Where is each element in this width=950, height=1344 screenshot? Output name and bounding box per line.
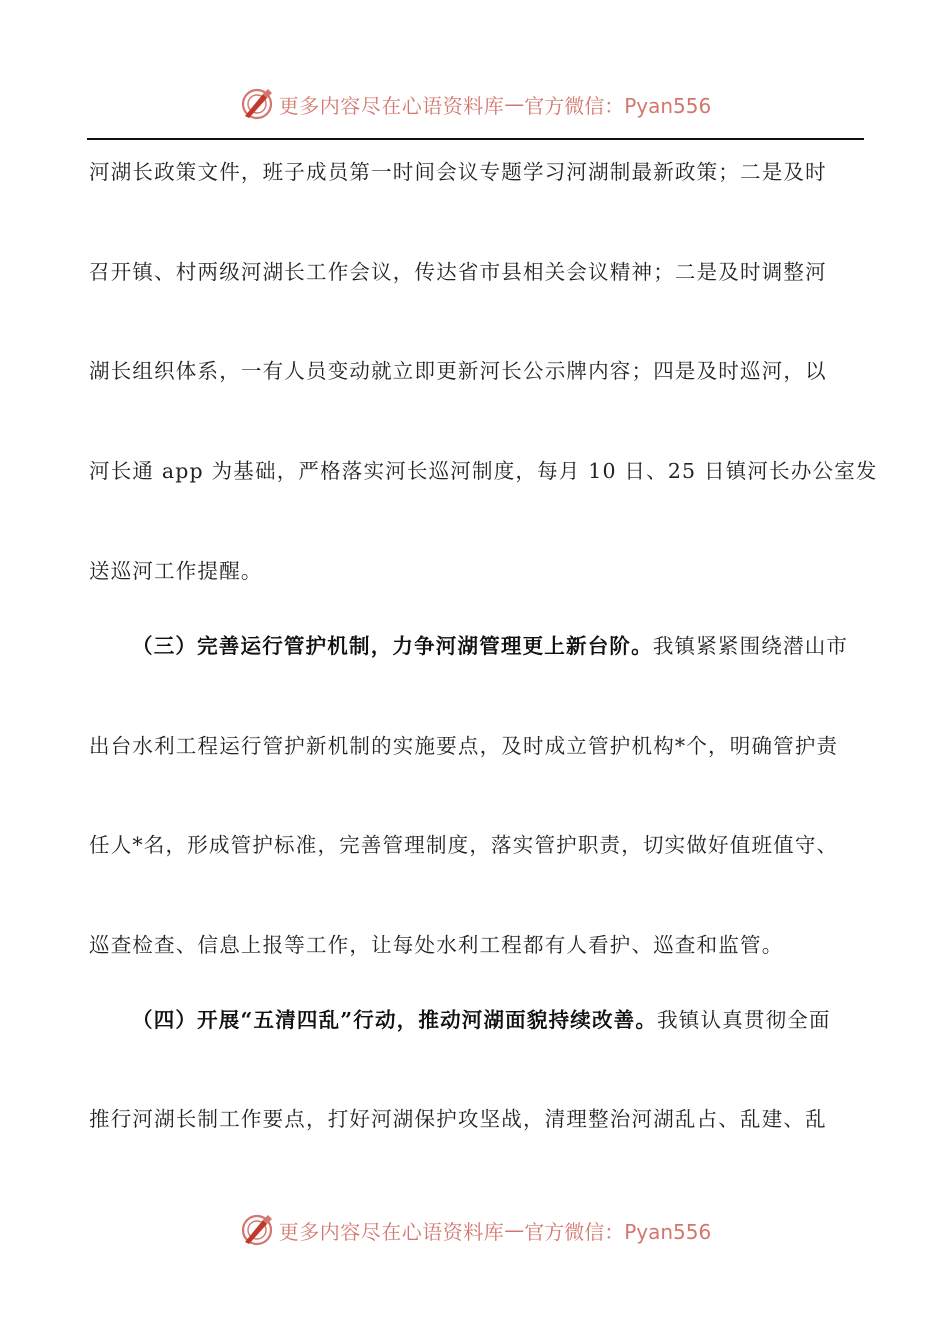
paragraph-3-first-line [132, 632, 864, 660]
body-line: 召开镇、村两级河湖长工作会议，传达省市县相关会议精神；二是及时调整河 [89, 260, 827, 284]
paragraph-4-first-line [132, 1006, 864, 1034]
page-header [0, 84, 950, 124]
paragraph-4-lead-text: 我镇认真贯彻全面 [657, 1008, 831, 1032]
paragraph-4-heading: （四）开展“五清四乱”行动，推动河湖面貌持续改善。 [132, 1008, 658, 1032]
body-line: 河长通 app 为基础，严格落实河长巡河制度，每月 10 日、25 日镇河长办公室发 [89, 459, 878, 483]
body-line: 出台水利工程运行管护新机制的实施要点，及时成立管护机构*个，明确管护责 [89, 734, 839, 758]
paragraph-3-heading: （三）完善运行管护机制，力争河湖管理更上新台阶。 [132, 634, 653, 658]
pen-nib-logo-icon [239, 1212, 275, 1248]
body-line: 河湖长政策文件，班子成员第一时间会议专题学习河湖制最新政策；二是及时 [89, 160, 827, 184]
body-line: 任人*名，形成管护标准，完善管理制度，落实管护职责，切实做好值班值守、 [89, 833, 839, 857]
header-wechat-text: 官方微信：Pyan556 [524, 93, 712, 118]
header-brand-text: 更多内容尽在心语资料库 [278, 93, 505, 118]
footer-separator: — [504, 1218, 525, 1242]
paragraph-3-lead-text: 我镇紧紧围绕潜山市 [652, 634, 849, 658]
footer-brand-text: 更多内容尽在心语资料库 [278, 1219, 505, 1244]
page-footer [0, 1210, 950, 1250]
header-separator: — [504, 92, 525, 116]
pen-nib-logo-icon [239, 86, 275, 122]
header-divider [87, 138, 864, 140]
body-line: 湖长组织体系，一有人员变动就立即更新河长公示牌内容；四是及时巡河，以 [89, 359, 827, 383]
body-line: 送巡河工作提醒。 [89, 559, 263, 583]
body-line: 推行河湖长制工作要点，打好河湖保护攻坚战，清理整治河湖乱占、乱建、乱 [89, 1107, 827, 1131]
footer-wechat-text: 官方微信：Pyan556 [524, 1219, 712, 1244]
body-line: 巡查检查、信息上报等工作，让每处水利工程都有人看护、巡查和监管。 [89, 933, 784, 957]
